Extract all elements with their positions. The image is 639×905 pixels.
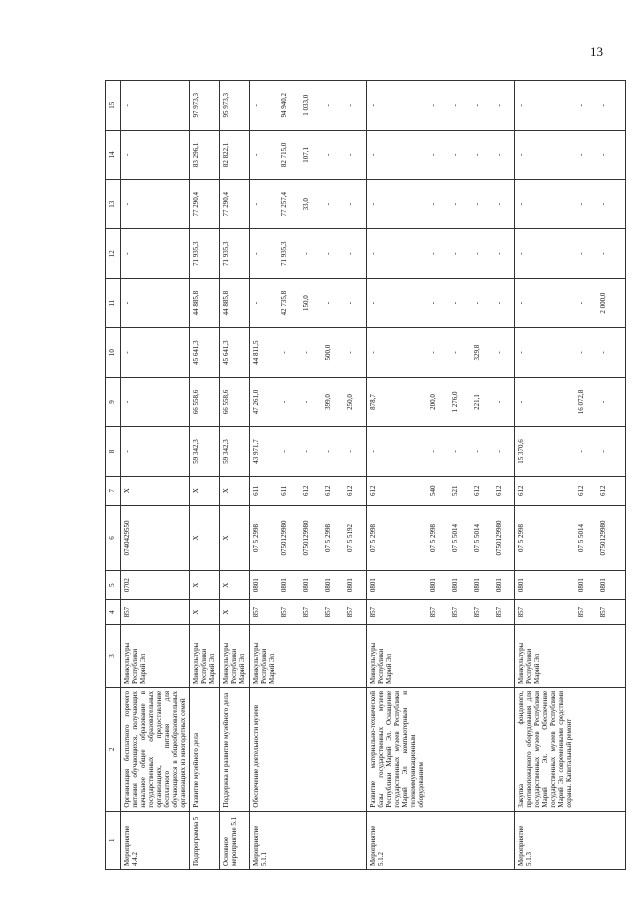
table-row [278, 81, 300, 870]
cell-c3: Минкультуры Республики Марий Эл [250, 625, 279, 688]
cell-c14: 82 715,0 [278, 130, 300, 179]
cell-c2 [471, 687, 493, 811]
table-row [300, 81, 322, 870]
cell-c3: Минкультуры Республики Марий Эл [220, 625, 250, 688]
cell-c6: 07 5 2998 [366, 505, 427, 570]
cell-c12: - [300, 229, 322, 278]
cell-c5: 0801 [300, 571, 322, 600]
cell-c5: 0801 [278, 571, 300, 600]
cell-c11: 44 885,8 [190, 278, 220, 327]
column-header: 13 [106, 180, 121, 229]
cell-c13: 33,0 [300, 180, 322, 229]
cell-c2 [493, 687, 515, 811]
cell-c6: 0750129980 [278, 505, 300, 570]
cell-c7: 612 [515, 476, 576, 505]
cell-c10: 45 641,3 [190, 328, 220, 377]
cell-c5: 0801 [471, 571, 493, 600]
cell-c15: - [493, 81, 515, 131]
cell-c14: - [427, 130, 449, 179]
cell-c6: 07 5 2998 [515, 505, 576, 570]
cell-c6: 0740429550 [121, 505, 190, 570]
cell-c14: - [493, 130, 515, 179]
cell-c1 [575, 811, 597, 869]
cell-c15: - [471, 81, 493, 131]
table-row [220, 81, 250, 870]
cell-c6: X [220, 505, 250, 570]
cell-c7: 612 [344, 476, 366, 505]
cell-c3: Минкультуры Республики Марий Эл [515, 625, 576, 688]
cell-c9: 16 072,8 [575, 377, 597, 426]
cell-c10: 329,8 [471, 328, 493, 377]
cell-c5: 0801 [493, 571, 515, 600]
cell-c7: 612 [575, 476, 597, 505]
cell-c5: 0801 [250, 571, 279, 600]
cell-c1: Подпрограмма 5 [190, 811, 220, 869]
cell-c14: - [575, 130, 597, 179]
cell-c4: X [220, 600, 250, 625]
cell-c1: Мероприятие 5.1.1 [250, 811, 279, 869]
cell-c9: - [278, 377, 300, 426]
cell-c1: Основное мероприятие 5.1 [220, 811, 250, 869]
cell-c8: - [278, 427, 300, 476]
cell-c14: - [471, 130, 493, 179]
cell-c5: 0801 [427, 571, 449, 600]
cell-c13: 77 257,4 [278, 180, 300, 229]
column-header: 6 [106, 505, 121, 570]
cell-c12: - [471, 229, 493, 278]
table-row [471, 81, 493, 870]
table-row [121, 81, 190, 870]
cell-c1 [344, 811, 366, 869]
cell-c8: - [344, 427, 366, 476]
cell-c2 [278, 687, 300, 811]
cell-c1 [427, 811, 449, 869]
cell-c9: 47 261,0 [250, 377, 279, 426]
cell-c4: 857 [449, 600, 471, 625]
cell-c8: 59 342,3 [190, 427, 220, 476]
cell-c15: - [121, 81, 190, 131]
cell-c14: - [366, 130, 427, 179]
cell-c1 [278, 811, 300, 869]
cell-c4: 857 [427, 600, 449, 625]
cell-c10: 45 641,3 [220, 328, 250, 377]
cell-c15: - [250, 81, 279, 131]
cell-c11: 42 735,8 [278, 278, 300, 327]
cell-c2: Организация бесплатного горячего питания обучающихся, получающих начальное общее образование в государственных образовательных организациях, предоставление бесплатного питания для обучающихся в общеобразовательных организациях из многодетных семей [121, 687, 190, 811]
cell-c11: - [449, 278, 471, 327]
cell-c3 [300, 625, 322, 688]
cell-c3 [471, 625, 493, 688]
table-row [366, 81, 427, 870]
cell-c10: - [300, 328, 322, 377]
cell-c12: - [597, 229, 625, 278]
cell-c5: 0801 [449, 571, 471, 600]
rotated-table-wrapper [105, 80, 607, 870]
cell-c4: X [190, 600, 220, 625]
column-header: 3 [106, 625, 121, 688]
cell-c15: 95 973,3 [220, 81, 250, 131]
cell-c1 [471, 811, 493, 869]
cell-c3 [449, 625, 471, 688]
cell-c13: - [121, 180, 190, 229]
cell-c4: 857 [597, 600, 625, 625]
cell-c6: 07 5 5014 [449, 505, 471, 570]
cell-c2: Закупка фондового, противопожарного оборудования для государственных музеев Республики Марий Эл. Обеспечение государственных музеев Республики Марий Эл современными средствами охраны. Капитальный ремонт [515, 687, 576, 811]
cell-c4: 857 [344, 600, 366, 625]
header-row [106, 81, 121, 870]
cell-c15: 97 973,3 [190, 81, 220, 131]
cell-c3 [597, 625, 625, 688]
cell-c2: Развитие музейного дела [190, 687, 220, 811]
cell-c14: 82 822,1 [220, 130, 250, 179]
cell-c11: - [250, 278, 279, 327]
cell-c12: - [449, 229, 471, 278]
cell-c8: - [575, 427, 597, 476]
cell-c7: 612 [300, 476, 322, 505]
cell-c2 [300, 687, 322, 811]
cell-c13: - [597, 180, 625, 229]
cell-c6: 07 5 2998 [427, 505, 449, 570]
cell-c11: - [515, 278, 576, 327]
cell-c6: X [190, 505, 220, 570]
cell-c3 [493, 625, 515, 688]
cell-c15: - [322, 81, 344, 131]
cell-c13: - [322, 180, 344, 229]
cell-c8: - [597, 427, 625, 476]
cell-c8: - [449, 427, 471, 476]
cell-c9: 1 276,0 [449, 377, 471, 426]
table-row [427, 81, 449, 870]
table-body [121, 81, 626, 870]
cell-c12: - [493, 229, 515, 278]
cell-c13: - [471, 180, 493, 229]
cell-c7: 612 [366, 476, 427, 505]
cell-c13: - [515, 180, 576, 229]
cell-c14: - [515, 130, 576, 179]
cell-c12: - [427, 229, 449, 278]
cell-c11: - [366, 278, 427, 327]
cell-c12: - [366, 229, 427, 278]
cell-c11: - [427, 278, 449, 327]
cell-c10: - [515, 328, 576, 377]
cell-c4: 857 [471, 600, 493, 625]
cell-c8: - [427, 427, 449, 476]
cell-c12: - [575, 229, 597, 278]
cell-c4: 857 [322, 600, 344, 625]
cell-c7: X [220, 476, 250, 505]
column-header: 14 [106, 130, 121, 179]
cell-c4: 857 [121, 600, 190, 625]
cell-c5: 0801 [515, 571, 576, 600]
cell-c5: X [190, 571, 220, 600]
cell-c6: 07 5 5192 [344, 505, 366, 570]
cell-c5: 0801 [597, 571, 625, 600]
cell-c9: 221,1 [471, 377, 493, 426]
cell-c2 [322, 687, 344, 811]
cell-c14: 107,1 [300, 130, 322, 179]
cell-c13: - [493, 180, 515, 229]
cell-c9: 878,7 [366, 377, 427, 426]
cell-c7: 521 [449, 476, 471, 505]
cell-c7: 612 [471, 476, 493, 505]
cell-c7: X [190, 476, 220, 505]
cell-c3 [344, 625, 366, 688]
cell-c6: 07 5 5014 [575, 505, 597, 570]
cell-c4: 857 [250, 600, 279, 625]
cell-c11: - [471, 278, 493, 327]
cell-c7: 540 [427, 476, 449, 505]
column-header: 8 [106, 427, 121, 476]
cell-c1 [300, 811, 322, 869]
cell-c2: Развитие материально-технической базы государственных музеев Республики Марий Эл. Оснащение государственных музеев Республики Марий Эл компьютерным и телекоммуникационным оборудованием [366, 687, 427, 811]
cell-c11: - [322, 278, 344, 327]
cell-c3 [427, 625, 449, 688]
cell-c11: - [493, 278, 515, 327]
table-row [449, 81, 471, 870]
cell-c6: 0750129980 [493, 505, 515, 570]
cell-c15: - [366, 81, 427, 131]
cell-c2 [597, 687, 625, 811]
cell-c5: 0801 [575, 571, 597, 600]
cell-c1 [449, 811, 471, 869]
cell-c9: 399,0 [322, 377, 344, 426]
cell-c15: - [427, 81, 449, 131]
column-header: 12 [106, 229, 121, 278]
cell-c7: 612 [597, 476, 625, 505]
cell-c8: - [121, 427, 190, 476]
cell-c15: 94 940,2 [278, 81, 300, 131]
cell-c3: Минкультуры Республики Марий Эл [366, 625, 427, 688]
table-row [493, 81, 515, 870]
cell-c10: - [366, 328, 427, 377]
page-number: 13 [590, 44, 603, 59]
cell-c2 [575, 687, 597, 811]
cell-c9: 66 558,6 [190, 377, 220, 426]
cell-c14: 83 296,1 [190, 130, 220, 179]
cell-c6: 0750129980 [597, 505, 625, 570]
column-header: 4 [106, 600, 121, 625]
cell-c15: - [449, 81, 471, 131]
cell-c4: 857 [366, 600, 427, 625]
cell-c3: Минкультуры Республики Марий Эл [190, 625, 220, 688]
cell-c2: Поддержка и развитие музейного дела [220, 687, 250, 811]
cell-c13: - [344, 180, 366, 229]
table-row [575, 81, 597, 870]
cell-c4: 857 [493, 600, 515, 625]
cell-c2: Обеспечение деятельности музеев [250, 687, 279, 811]
cell-c6: 07 5 5014 [471, 505, 493, 570]
cell-c9: 250,0 [344, 377, 366, 426]
column-header: 11 [106, 278, 121, 327]
cell-c10: - [493, 328, 515, 377]
cell-c10: 500,0 [322, 328, 344, 377]
cell-c4: 857 [575, 600, 597, 625]
cell-c15: - [597, 81, 625, 131]
cell-c9: 66 558,6 [220, 377, 250, 426]
cell-c14: - [597, 130, 625, 179]
cell-c10: - [597, 328, 625, 377]
cell-c12: 71 935,3 [278, 229, 300, 278]
cell-c10: - [575, 328, 597, 377]
table-row [322, 81, 344, 870]
cell-c15: - [515, 81, 576, 131]
table-row [190, 81, 220, 870]
cell-c4: 857 [278, 600, 300, 625]
cell-c13: - [575, 180, 597, 229]
cell-c13: 77 290,4 [220, 180, 250, 229]
cell-c12: - [250, 229, 279, 278]
cell-c1: Мероприятие 5.1.2 [366, 811, 427, 869]
cell-c12: - [121, 229, 190, 278]
cell-c13: - [250, 180, 279, 229]
cell-c1: Мероприятие 5.1.3 [515, 811, 576, 869]
column-header: 15 [106, 81, 121, 131]
cell-c5: 0801 [366, 571, 427, 600]
cell-c7: X [121, 476, 190, 505]
cell-c12: - [344, 229, 366, 278]
cell-c14: - [121, 130, 190, 179]
column-header: 1 [106, 811, 121, 869]
cell-c8: - [366, 427, 427, 476]
cell-c9: 200,0 [427, 377, 449, 426]
column-header: 10 [106, 328, 121, 377]
cell-c10: 44 811,5 [250, 328, 279, 377]
column-header: 5 [106, 571, 121, 600]
cell-c6: 07 5 2998 [322, 505, 344, 570]
cell-c3 [322, 625, 344, 688]
cell-c1 [597, 811, 625, 869]
cell-c1 [493, 811, 515, 869]
table-row [344, 81, 366, 870]
cell-c1 [322, 811, 344, 869]
cell-c5: 0801 [322, 571, 344, 600]
cell-c14: - [344, 130, 366, 179]
cell-c6: 07 5 2998 [250, 505, 279, 570]
cell-c10: - [121, 328, 190, 377]
cell-c15: - [575, 81, 597, 131]
cell-c11: - [121, 278, 190, 327]
cell-c12: - [322, 229, 344, 278]
cell-c13: - [366, 180, 427, 229]
cell-c8: 15 370,6 [515, 427, 576, 476]
cell-c1: Мероприятие 4.4.2 [121, 811, 190, 869]
cell-c11: - [344, 278, 366, 327]
table-row [597, 81, 625, 870]
column-header: 7 [106, 476, 121, 505]
cell-c3 [278, 625, 300, 688]
budget-table [105, 80, 626, 870]
cell-c9: - [121, 377, 190, 426]
cell-c13: 77 290,4 [190, 180, 220, 229]
table-row [250, 81, 279, 870]
cell-c10: - [344, 328, 366, 377]
cell-c12: 71 935,3 [220, 229, 250, 278]
cell-c12: 71 935,3 [190, 229, 220, 278]
table-row [515, 81, 576, 870]
cell-c15: - [344, 81, 366, 131]
cell-c14: - [322, 130, 344, 179]
cell-c11: 150,0 [300, 278, 322, 327]
cell-c7: 611 [278, 476, 300, 505]
cell-c2 [449, 687, 471, 811]
cell-c13: - [427, 180, 449, 229]
cell-c10: - [278, 328, 300, 377]
cell-c15: 1 033,0 [300, 81, 322, 131]
column-header: 9 [106, 377, 121, 426]
cell-c3 [575, 625, 597, 688]
cell-c10: - [427, 328, 449, 377]
cell-c14: - [449, 130, 471, 179]
cell-c6: 0750129980 [300, 505, 322, 570]
cell-c8: 59 342,3 [220, 427, 250, 476]
cell-c11: 44 885,8 [220, 278, 250, 327]
cell-c9: - [493, 377, 515, 426]
cell-c8: - [300, 427, 322, 476]
cell-c9: - [515, 377, 576, 426]
cell-c5: 0801 [344, 571, 366, 600]
cell-c8: - [471, 427, 493, 476]
cell-c14: - [250, 130, 279, 179]
cell-c5: X [220, 571, 250, 600]
cell-c10: - [449, 328, 471, 377]
cell-c7: 612 [493, 476, 515, 505]
cell-c2 [344, 687, 366, 811]
cell-c11: - [575, 278, 597, 327]
column-header: 2 [106, 687, 121, 811]
cell-c4: 857 [300, 600, 322, 625]
cell-c12: - [515, 229, 576, 278]
cell-c8: - [493, 427, 515, 476]
cell-c2 [427, 687, 449, 811]
cell-c11: 2 000,0 [597, 278, 625, 327]
cell-c3: Минкультуры Республики Марий Эл [121, 625, 190, 688]
cell-c9: - [597, 377, 625, 426]
cell-c7: 612 [322, 476, 344, 505]
cell-c4: 857 [515, 600, 576, 625]
cell-c8: - [322, 427, 344, 476]
cell-c8: 43 971,7 [250, 427, 279, 476]
cell-c13: - [449, 180, 471, 229]
cell-c5: 0702 [121, 571, 190, 600]
cell-c9: - [300, 377, 322, 426]
cell-c7: 611 [250, 476, 279, 505]
